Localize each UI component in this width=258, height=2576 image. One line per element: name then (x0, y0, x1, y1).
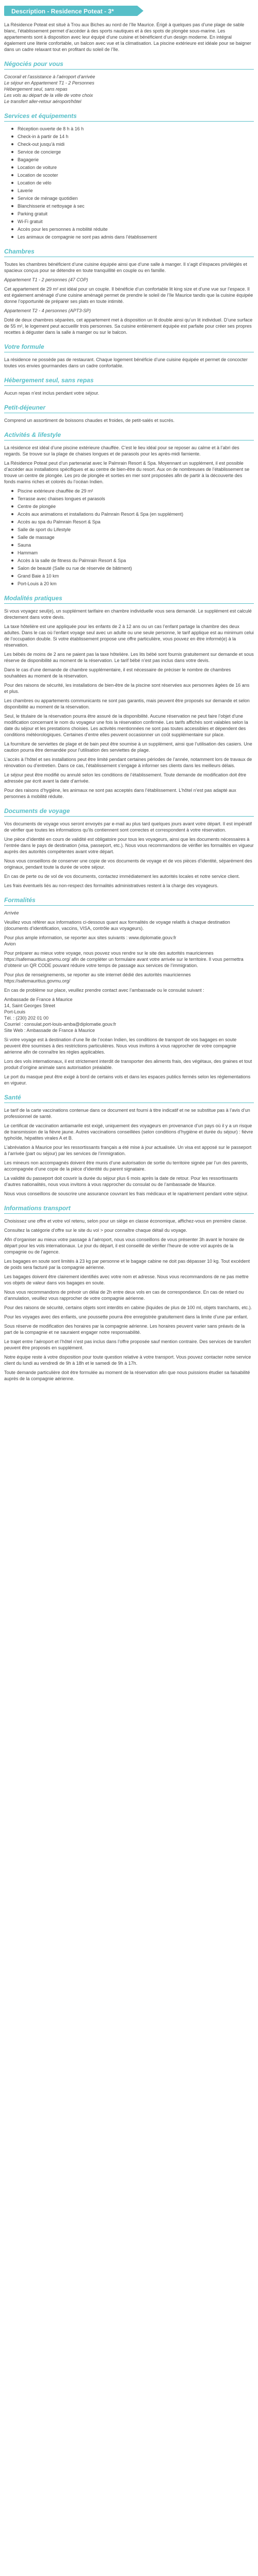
list-item-text: Grand Baie à 10 km (18, 573, 59, 579)
body-paragraph: Si vous voyagez seul(e), un supplément tarifaire en chambre individuelle vous sera demandé. Le supplément est calculé directement dans votre devis. (4, 608, 252, 620)
body-paragraph: Les bagages doivent être clairement identifiés avec votre nom et adresse. Nous vous recommandons de ne pas mettre vos objets de valeur dans vos bagages en soute. (4, 1274, 249, 1285)
list-item-text: Location de vélo (18, 180, 52, 185)
transport-body (4, 1218, 254, 1382)
bullet-icon (11, 567, 13, 569)
body-paragraph: Le séjour peut être modifié ou annulé selon les conditions de l’établissement. Toute demande de modification doit être adressée par écrit avant la date d’arrivée. (4, 772, 247, 784)
body-paragraph: Si votre voyage est à destination d’une île de l’océan Indien, les conditions de transport de vos bagages en soute peuvent être soumises à des restrictions particulières. Nous vous invitons à vous rapprocher de votre compagnie aérienne afin de connaître les règles applicables. (4, 1037, 237, 1055)
list-item (11, 557, 254, 564)
body-paragraph: Vos documents de voyage vous seront envoyés par e-mail au plus tard quelques jours avant votre départ. Il est impératif de vérifier que toutes les informations qu’ils contiennent sont correctes et correspondent à votre réservation. (4, 821, 252, 833)
list-item-text: Check-in à partir de 14 h (18, 134, 69, 139)
list-item (11, 126, 254, 132)
section-title-activites: Activités & lifestyle (4, 431, 61, 438)
list-item (11, 534, 254, 540)
petit-dejeuner-text: Comprend un assortiment de boissons chaudes et froides, de petit-salés et sucrés. (4, 418, 175, 423)
list-item-text: Hammam (18, 550, 38, 555)
body-paragraph: Veuillez vous référer aux informations ci-dessous quant aux formalités de voyage relatifs à chaque destination (documents d’identification, vaccins, VISA, contrôle aux voyageurs). (4, 920, 230, 931)
body-paragraph: Pour les voyages avec des enfants, une poussette pourra être enregistrée gratuitement dans la limite d’une par enfant. (4, 1314, 248, 1319)
bullet-icon (11, 190, 13, 192)
section-title-transport: Informations transport (4, 1205, 71, 1212)
bullet-icon (11, 221, 13, 223)
list-item-text: Réception ouverte de 8 h à 16 h (18, 126, 84, 131)
bullet-icon (11, 552, 13, 554)
list-item-text: Accès aux animations et installations du Palmrain Resort & Spa (en supplément) (18, 512, 184, 517)
bullet-icon (11, 498, 13, 500)
room-t2-title: Appartement T2 - 4 personnes (APT3-SP) (4, 308, 91, 313)
section-divider (4, 603, 254, 604)
list-item-text: Parking gratuit (18, 211, 48, 216)
section-divider (4, 69, 254, 70)
body-paragraph: Pour préparer au mieux votre voyage, nous pouvez vous rendre sur le site des autorités mauriciennes https://safemauritius.govmu.org/ afin de compléter un formulaire avant votre arrivée sur le territoire. Il vous permettra d’obtenir un QR CODE pouvant réduire votre temps de passage aux services de l’immigration. (4, 951, 244, 968)
list-item (11, 565, 254, 571)
bullet-icon (11, 143, 13, 145)
page-title: Description - Residence Poteat - 3* (11, 8, 114, 15)
section-title-petit-dejeuner: Petit-déjeuner (4, 404, 46, 411)
bullet-icon (11, 544, 13, 546)
body-paragraph: Les bébés de moins de 2 ans ne paient pas la taxe hôtelière. Les lits bébé sont fournis gratuitement sur demande et sous réserve de disponibilité au moment de la réservation. Le tarif bébé n’est pas inclus dans votre devis. (4, 652, 254, 663)
section-title-formule: Votre formule (4, 343, 44, 350)
list-item-text: Location de scooter (18, 173, 58, 178)
body-paragraph: Ambassade de France à Maurice 14, Saint Georges Street Port-Louis Tél. : (230) 202 01 00 Courriel : consulat.port-louis-amba@diplomatie.gouv.fr Site Web : Ambassade de France à Maurice (4, 997, 117, 1033)
bullet-icon (11, 560, 13, 562)
list-item-text: Accès au spa du Palmrain Resort & Spa (18, 519, 101, 524)
list-item-text: Blanchisserie et nettoyage à sec (18, 204, 85, 209)
body-paragraph: Le tarif de la carte vaccinations contenue dans ce document est fourni à titre indicatif et ne se substitue pas à l’avis d’un professionnel de santé. (4, 1108, 250, 1119)
body-paragraph: La validité du passeport doit couvrir la durée du séjour plus 6 mois après la date de retour. Pour les ressortissants d’autres nationalités, nous vous invitons à vous rapprocher du consulat ou de l’ambassade de Maurice. (4, 1176, 238, 1187)
bullet-icon (11, 583, 13, 585)
list-item (11, 496, 254, 502)
list-item-text: Service de ménage quotidien (18, 196, 78, 201)
section-divider (4, 1213, 254, 1214)
bullet-icon (11, 536, 13, 538)
list-item (11, 519, 254, 525)
list-item (11, 527, 254, 533)
activites-paragraph: La Résidence Poteat peut d’un partenariat avec le Palmrain Resort & Spa. Moyennant un supplément, il est possible d’accéder aux installations spécifiques et au centre de bien-être du resort. Aux on de nombreuses de l’établissement se trouve un centre de plongée. Les pro de plongée et sorties en mer sont proposées afin de partir à la découverte des fonds marins riches et colorés du l’océan Indien. (4, 461, 250, 484)
bullet-icon (11, 205, 13, 207)
section-title-hebergement: Hébergement seul, sans repas (4, 377, 94, 384)
section-divider (4, 905, 254, 906)
section-title-sante: Santé (4, 1094, 21, 1101)
section-divider (4, 816, 254, 817)
bullet-icon (11, 575, 13, 577)
body-paragraph: L’abréviation à Maurice pour les ressortissants français a été mise à jour actualisée. Un visa est apposé sur le passeport à l’arrivée (part ou séjour) par les services de l’immigration. (4, 1145, 252, 1156)
list-item (11, 211, 254, 217)
section-title-negocie: Négociés pour vous (4, 60, 63, 67)
hebergement-text: Aucun repas n’est inclus pendant votre séjour. (4, 391, 100, 396)
list-item (11, 550, 254, 556)
section-title-chambres: Chambres (4, 248, 35, 255)
list-item-text: Sauna (18, 543, 31, 548)
body-paragraph: Pour plus de renseignements, se reporter au site internet dédié des autorités mauriciennes https://safemauritius.govmu.org/ (4, 972, 191, 984)
list-item (11, 226, 254, 232)
bullet-icon (11, 182, 13, 184)
list-item-text: Check-out jusqu’à midi (18, 142, 65, 147)
list-item (11, 180, 254, 186)
section-divider (4, 121, 254, 122)
body-paragraph: Afin d’organiser au mieux votre passage à l’aéroport, nous vous conseillons de vous présenter 3h avant le horaire de départ pour les vols internationaux. Le jour du départ, il est conseillé de vérifier l’heure de votre vol auprès de la compagnie ou de l’agence. (4, 1237, 245, 1255)
body-paragraph: La taxe hôtelière est une appliquée pour les enfants de 2 à 12 ans ou un cas l’enfant partage la chambre des deux adultes. Dans le cas où l’enfant voyage seul avec un adulte ou une seule personne, le tarif applique est au minimum celui de l’occupation double. Si votre établissement propose une offre particulière, vous pouvez en être informé(e) à la réservation. (4, 624, 254, 648)
list-item-text: Service de concierge (18, 149, 61, 155)
body-paragraph: Le trajet entre l’aéroport et l’hôtel n’est pas inclus dans l’offre proposée sauf mention contraire. Des services de transfert peuvent être proposés en supplément. (4, 1339, 251, 1350)
list-item-text: Bagagerie (18, 157, 39, 162)
list-item-text: Accès à la salle de fitness du Palmrain Resort & Spa (18, 558, 126, 563)
bullet-icon (11, 151, 13, 153)
bullet-icon (11, 490, 13, 492)
bullet-icon (11, 166, 13, 168)
body-paragraph: Pour des raisons de sécurité, certains objets sont interdits en cabine (liquides de plus de 100 ml, objets tranchants, etc.). (4, 1305, 252, 1310)
formalites-subtitle: Arrivée (4, 910, 19, 916)
list-item (11, 157, 254, 163)
list-item-text: Accès pour les personnes à mobilité réduite (18, 227, 108, 232)
bullet-icon (11, 505, 13, 507)
modalites-body (4, 608, 254, 800)
list-item (11, 511, 254, 517)
bullet-icon (11, 174, 13, 176)
formule-text: La résidence ne possède pas de restaurant. Chaque logement bénéficie d’une cuisine équipée et permet de concocter toutes vos envies gourmandes dans un cadre confortable. (4, 357, 248, 368)
list-item-text: Salon de beauté (Salle ou rue de réservée de bâtiment) (18, 566, 132, 571)
list-item (11, 195, 254, 201)
intro-paragraph: La Résidence Poteat est situé à Trou aux Biches au nord de l’île Maurice. Érigé à quelques pas d’une plage de sable blanc, l’établissement permet d’accéder à des sports nautiques et à des spots de plongée sous-marine. Les appartements sont à disposition avec leur équipé d'une cuisine et bénéficient d’un design moderne. En intégral également une literie confortable, un balcon avec vue et la climatisation. La piscine extérieure est idéale pour se baigner dans un cadre relaxant tout en profitant du soleil de l’île. (4, 22, 251, 52)
list-item (11, 164, 254, 171)
body-paragraph: Pour plus ample information, se reporter aux sites suivants : www.diplomatie.gouv.fr Avion (4, 935, 176, 946)
list-item (11, 141, 254, 147)
list-item (11, 503, 254, 510)
list-item (11, 149, 254, 155)
list-item-text: Salle de massage (18, 535, 55, 540)
section-divider (4, 385, 254, 386)
bullet-icon (11, 529, 13, 531)
services-list (11, 126, 254, 240)
bullet-icon (11, 236, 13, 238)
list-item-text: Wi-Fi gratuit (18, 219, 43, 224)
body-paragraph: Nous vous recommandons de prévoir un délai de 2h entre deux vols en cas de correspondance. En cas de retard ou d’annulation, veuillez vous rapprocher de votre compagnie aérienne. (4, 1290, 244, 1301)
body-paragraph: Le certificat de vaccination antiamarile est exigé, uniquement des voyageurs en provenance d’un pays où il y a un risque de transmission de la fièvre jaune. Autres vaccinations conseillées (selon conditions d’hygiène et durée du séjour) : fièvre typhoïde, hépatites virales A et B. (4, 1123, 253, 1141)
bullet-icon (11, 513, 13, 515)
list-item (11, 203, 254, 209)
list-item (11, 188, 254, 194)
body-paragraph: L’accès à l’hôtel et ses installations peut être limité pendant certaines périodes de l’année, notamment lors de travaux de rénovation ou d’entretien. Dans ce cas, l’établissement s’engage à informer ses clients dans les meilleurs délais. (4, 757, 252, 768)
sante-body (4, 1107, 254, 1197)
list-item-text: Piscine extérieure chauffée de 29 m² (18, 488, 93, 494)
bullet-icon (11, 228, 13, 230)
body-paragraph: Nous vous conseillons de souscrire une assurance couvrant les frais médicaux et le rapatriement pendant votre séjour. (4, 1191, 249, 1196)
activites-list (11, 488, 254, 587)
header-banner (4, 4, 254, 18)
section-title-services: Services et équipements (4, 112, 77, 120)
list-item (11, 218, 254, 225)
body-paragraph: Les frais éventuels liés au non-respect des formalités administratives restent à la charge des voyageurs. (4, 883, 219, 888)
room-t1-description: Cet appartement de 29 m² est idéal pour un couple. Il bénéficie d’un confortable lit king size et d’une vue sur l’espace. Il est également aménagé d’une cuisine aménagé permet de prendre le soleil de l’île Maurice tandis que la cuisine équipée donne l’opportunité de préparer ses plats en toute intimité. (4, 286, 253, 304)
list-item (11, 542, 254, 548)
list-item-text: Location de voiture (18, 165, 57, 170)
bullet-icon (11, 521, 13, 523)
body-paragraph: Les mineurs non accompagnés doivent être munis d’une autorisation de sortie du territoire signée par l’un des parents, accompagnée d’une copie de la pièce d’identité du parent signataire. (4, 1160, 248, 1172)
body-paragraph: La fourniture de serviettes de plage et de bain peut être soumise à un supplément, ainsi que l’utilisation des casiers. Une caution pourra être demandée pour l’utilisation des serviettes de plage. (4, 741, 252, 753)
chambres-intro: Toutes les chambres bénéficient d’une cuisine équipée ainsi que d’une salle à manger. Il s’agit d’éspaces privilégiés et spacieux conçus pour se détendre en toute tranquillité en couple ou en famille. (4, 262, 247, 273)
body-paragraph: Les chambres ou appartements communicants ne sont pas garantis, mais peuvent être proposés sur demande et selon disponibilité au moment de la réservation. (4, 698, 250, 709)
body-paragraph: Consultez la catégorie d’offre sur le site du vol > pour connaître chaque détail du voyage. (4, 1228, 187, 1233)
section-title-documents: Documents de voyage (4, 807, 70, 815)
bullet-icon (11, 197, 13, 199)
body-paragraph: Choisissez une offre et votre vol retenu, selon pour un siège en classe économique, affichez-vous en première classe. (4, 1218, 247, 1224)
body-paragraph: Nous vous conseillons de conserver une copie de vos documents de voyage et de vos pièces d’identité, séparément des originaux, pendant toute la durée de votre séjour. (4, 858, 252, 870)
body-paragraph: Les bagages en soute sont limités à 23 kg par personne et le bagage cabine ne doit pas dépasser 10 kg. Tout excédent de poids sera facturé par la compagnie aérienne. (4, 1259, 250, 1270)
bullet-icon (11, 213, 13, 215)
body-paragraph: Dans le cas d’une demande de chambre supplémentaire, il est nécessaire de préciser le nombre de chambres souhaitées au moment de la réservation. (4, 667, 231, 679)
list-item (11, 581, 254, 587)
list-item (11, 573, 254, 579)
list-item-text: Terrasse avec chaises longues et parasols (18, 496, 105, 501)
bullet-icon (11, 135, 13, 138)
body-paragraph: Toute demande particulière doit être formulée au moment de la réservation afin que nous puissions étudier sa faisabilité auprès de la compagnie aérienne. (4, 1370, 250, 1381)
bullet-icon (11, 128, 13, 130)
formalites-body (4, 919, 254, 1086)
list-item (11, 133, 254, 140)
list-item-text: Salle de sport du Lifestyle (18, 527, 71, 532)
list-item-text: Port-Louis à 20 km (18, 581, 57, 586)
negocie-lines: Cocorail et l'assistance à l’aéroport d’arrivée Le séjour en Appartement T1 - 2 Personnes Hébergement seul, sans repas Les vols au départ de la ville de votre choix Le transfert aller-retour aéroport/hôtel (4, 74, 95, 104)
list-item-text: Laverie (18, 188, 33, 193)
list-item-text: Centre de plongée (18, 504, 56, 509)
body-paragraph: Lors des vols internationaux, il est strictement interdit de transporter des aliments frais, des végétaux, des graines et tout produit d’origine animale sans autorisation préalable. (4, 1059, 252, 1070)
list-item (11, 172, 254, 178)
documents-body (4, 821, 254, 889)
bullet-icon (11, 159, 13, 161)
list-item-text: Les animaux de compagnie ne sont pas admis dans l’établissement (18, 234, 157, 240)
body-paragraph: Pour des raisons de sécurité, les installations de bien-être de la piscine sont réservées aux personnes âgées de 16 ans et plus. (4, 683, 250, 694)
room-t2-description: Doté de deux chambres séparées, cet appartement met à disposition un lit double ainsi qu’un lit individuel. D’une surface de 55 m², le logement peut accueillir trois personnes. Sa cuisine entièrement équipée est parfaite pour créer ses propres recettes à déguster dans la salle à manger ou sur le balcon. (4, 317, 253, 335)
activites-paragraph: La résidence est idéal d’une piscine extérieure chauffée. C’est le lieu idéal pour se reposer au calme et à l’abri des regards. Se trouve sur la plage de chaises longues et de parasols pour les après-midi farniente. (4, 445, 239, 456)
body-paragraph: Sous réserve de modification des horaires par la compagnie aérienne. Les horaires peuvent varier sans préavis de la part de la compagnie et ne sauraient engager notre responsabilité. (4, 1324, 245, 1335)
body-paragraph: Une pièce d’identité en cours de validité est obligatoire pour tous les voyageurs, ainsi que les documents nécessaires à l’entrée dans le pays de destination (visa, passeport, etc.). Nous vous recommandons de vérifier les formalités en vigueur auprès des autorités compétentes avant votre départ. (4, 837, 254, 854)
section-title-modalites: Modalités pratiques (4, 595, 62, 602)
list-item (11, 234, 254, 240)
body-paragraph: Seul, le titulaire de la réservation pourra être assuré de la disponibilité. Aucune réservation ne peut faire l’objet d'une modification concernant le nom du voyageur une fois la réservation confirmée. Les tarifs affichés sont valables selon la date du séjour et les prestations choisies. Les activités mentionnées ne sont pas toutes accessibles et dépendent des conditions météorologiques. Certaines d’entre elles peuvent occasionner un coût supplémentaire sur place. (4, 714, 248, 737)
list-item (11, 488, 254, 494)
body-paragraph: En cas de problème sur place, veuillez prendre contact avec l’ambassade ou le consulat suivant : (4, 988, 204, 993)
body-paragraph: Pour des raisons d’hygiène, les animaux ne sont pas acceptés dans l’établissement. L’hôtel n’est pas adapté aux personnes à mobilité réduite. (4, 788, 236, 799)
body-paragraph: En cas de perte ou de vol de vos documents, contactez immédiatement les autorités locales et notre service client. (4, 874, 240, 879)
section-title-formalites: Formalités (4, 896, 36, 904)
body-paragraph: Le port du masque peut être exigé à bord de certains vols et dans les espaces publics fermés selon les réglementations en vigueur. (4, 1074, 251, 1086)
body-paragraph: Notre équipe reste à votre disposition pour toute question relative à votre transport. Vous pouvez contacter notre service client du lundi au vendredi de 9h à 18h et le samedi de 9h à 17h. (4, 1354, 251, 1366)
room-t1-title: Appartement T1 - 2 personnes (47 COP) (4, 277, 88, 282)
